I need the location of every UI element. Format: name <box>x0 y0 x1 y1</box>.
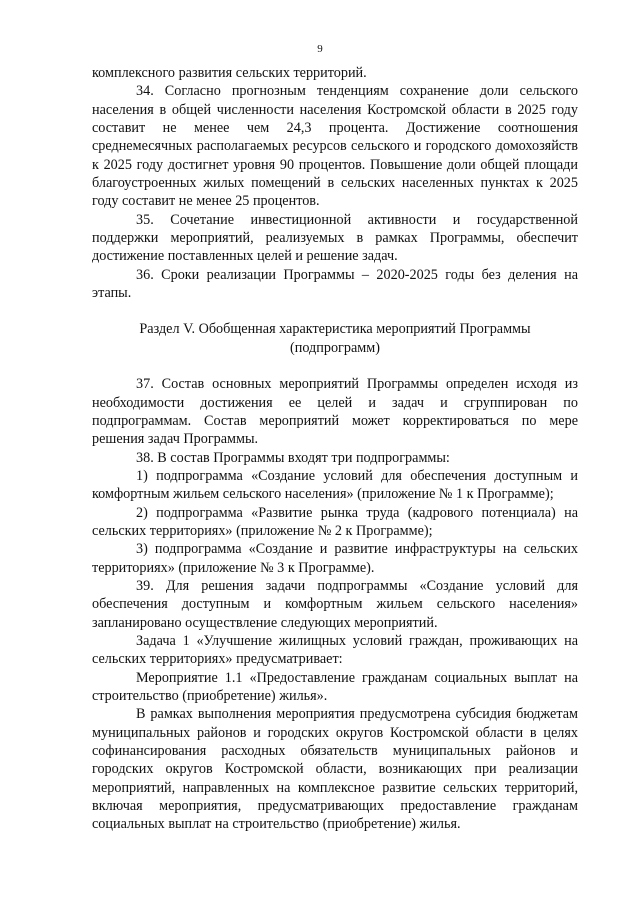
paragraph-34: 34. Согласно прогнозным тенденциям сохранение доли сельского населения в общей численности населения Костромской области в 2025 году составит не менее чем 24,3 процента. Достижение соотношения среднемесячных располагаемых ресурсов сельского и городского домохозяйств к 2025 году достигнет уровня 90 процентов. Повышение доли общей площади благоустроенных жилых помещений в сельских населенных пунктах к 2025 году составит не менее 25 процентов. <box>92 83 578 210</box>
section-heading: Раздел V. Обобщенная характеристика мероприятий Программы (подпрограмм) <box>139 321 531 356</box>
document-body <box>92 64 578 834</box>
page-number: 9 <box>317 43 323 55</box>
paragraph-38: 38. В состав Программы входят три подпрограммы: <box>136 449 450 466</box>
paragraph-continuation: комплексного развития сельских территорий. <box>92 65 367 81</box>
paragraph-measure-1-1: Мероприятие 1.1 «Предоставление гражданам социальных выплат на строительство (приобретение) жилья». <box>92 669 578 704</box>
paragraph-36: 36. Сроки реализации Программы – 2020-2025 годы без деления на этапы. <box>92 266 578 302</box>
paragraph-task-1: Задача 1 «Улучшение жилищных условий граждан, проживающих на сельских территориях» предусматривает: <box>92 632 578 668</box>
paragraph-39: 39. Для решения задачи подпрограммы «Создание условий для обеспечения доступным и комфортным жильем сельского населения» запланировано осуществление следующих мероприятий. <box>92 577 578 631</box>
list-item-subprogram-1: 1) подпрограмма «Создание условий для обеспечения доступным и комфортным жильем сельского населения» (приложение № 1 к Программе); <box>92 467 578 503</box>
paragraph-37: 37. Состав основных мероприятий Программы определен исходя из необходимости достижения ее целей и задач и сгруппирован по подпрограммам. Состав мероприятий может корректироваться по мере решения задач Программы. <box>92 376 578 448</box>
list-item-subprogram-3: 3) подпрограмма «Создание и развитие инфраструктуры на сельских территориях» (приложение № 3 к Программе). <box>92 541 578 576</box>
list-item-subprogram-2: 2) подпрограмма «Развитие рынка труда (кадрового потенциала) на сельских территориях» (приложение № 2 к Программе); <box>92 504 578 539</box>
paragraph-subsidy: В рамках выполнения мероприятия предусмотрена субсидия бюджетам муниципальных районов и городских округов Костромской области в целях софинансирования расходных обязательств муниципальных районов и городских округов Костромской области, возникающих при реализации мероприятий, направленных на комплексное развитие сельских территорий, включая мероприятия, предусматривающих предоставление гражданам социальных выплат на строительство (приобретение) жилья. <box>92 706 578 833</box>
paragraph-35: 35. Сочетание инвестиционной активности и государственной поддержки мероприятий, реализуемых в рамках Программы, обеспечит достижение поставленных целей и решение задач. <box>92 211 578 265</box>
